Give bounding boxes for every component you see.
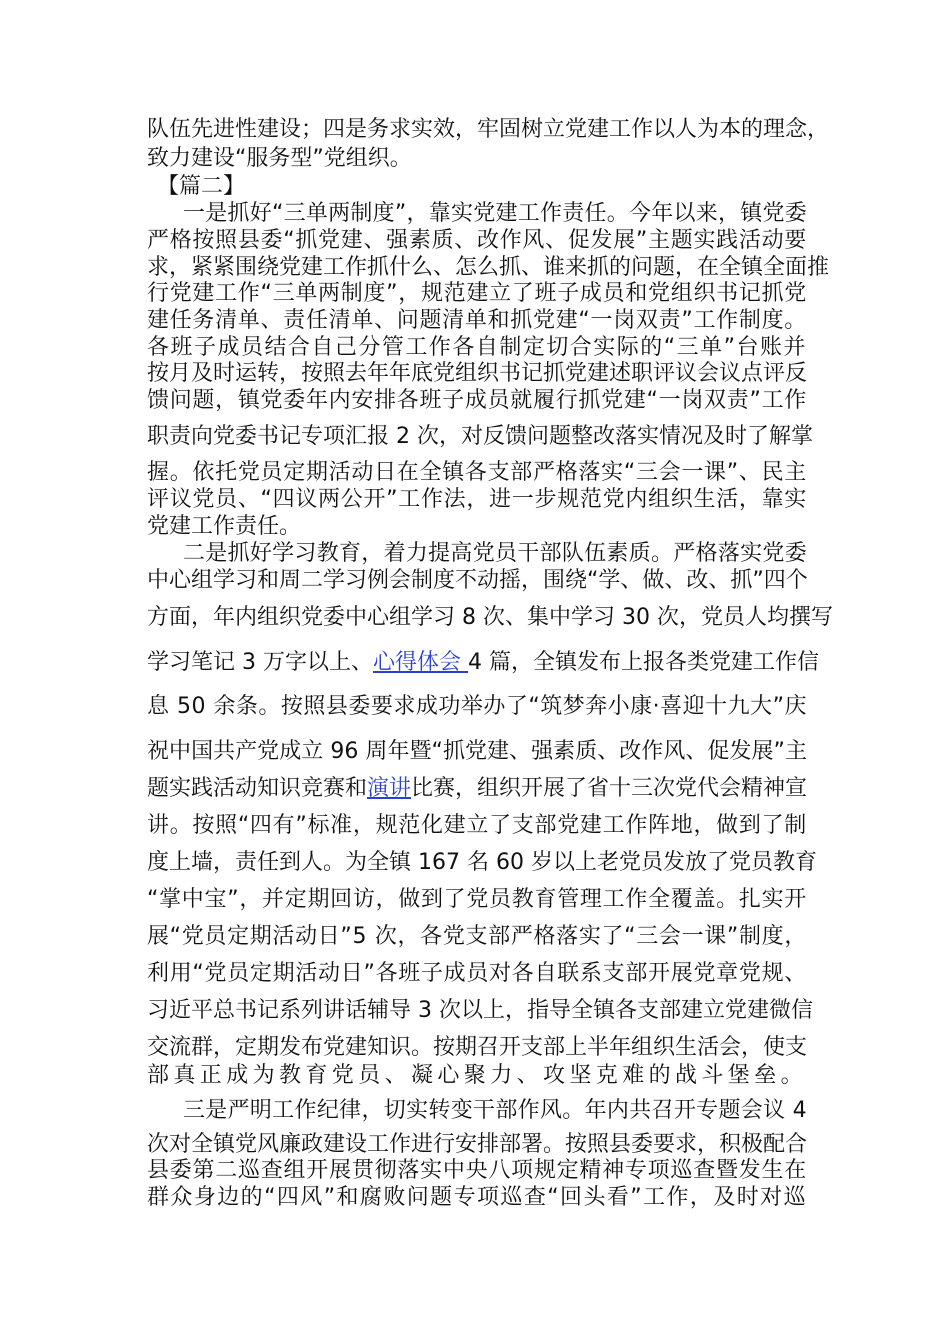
text-line xyxy=(147,337,807,359)
text-segment: 握。依托党员定期活动日在全镇各支部严格落实“三会一课”、民主 xyxy=(147,460,807,485)
text-line xyxy=(147,850,817,875)
text-segment: 严格按照县委“抓党建、强素质、改作风、促发展”主题实践活动要 xyxy=(147,228,807,253)
text-segment: 比赛，组织开展了省十三次党代会精神宣 xyxy=(411,776,808,801)
text-segment: 习近平总书记系列讲话辅导 3 次以上，指导全镇各支部建立党建微信 xyxy=(147,998,813,1023)
section-heading xyxy=(157,176,817,198)
text-line xyxy=(147,255,830,280)
text-segment: 学习笔记 3 万字以上、 xyxy=(147,650,373,675)
text-segment: 行党建工作“三单两制度”，规范建立了班子成员和党组织书记抓党 xyxy=(147,281,807,306)
text-segment: 二是抓好学习教育，着力提高党员干部队伍素质。严格落实党委 xyxy=(183,541,807,566)
text-line xyxy=(183,543,807,565)
text-line xyxy=(147,1037,807,1059)
text-line xyxy=(147,998,813,1023)
text-segment: 交流群，定期发布党建知识。按期召开支部上半年组织生活会，使支 xyxy=(147,1035,808,1060)
text-segment: 展“党员定期活动日”5 次，各党支部严格落实了“三会一课”制度， xyxy=(147,924,807,949)
text-segment: 次对全镇党风廉政建设工作进行安排部署。按照县委要求，积极配合 xyxy=(147,1132,808,1157)
text-segment: 队伍先进性建设；四是务求实效，牢固树立党建工作以人为本的理念， xyxy=(147,117,830,142)
text-segment: 党建工作责任。 xyxy=(147,514,302,539)
text-line xyxy=(147,889,807,911)
text-segment: 息 50 余条。按照县委要求成功举办了“筑梦奔小康·喜迎十九大”庆 xyxy=(147,694,807,719)
text-line xyxy=(147,363,807,385)
text-segment: 求，紧紧围绕党建工作抓什么、怎么抓、谁来抓的问题，在全镇全面推 xyxy=(147,255,830,280)
text-segment: 4 篇，全镇发布上报各类党建工作信 xyxy=(467,650,819,675)
text-segment: 三是严明工作纪律，切实转变干部作风。年内共召开专题会议 4 xyxy=(183,1098,807,1123)
text-line xyxy=(147,390,807,412)
text-segment: 方面，年内组织党委中心组学习 8 次、集中学习 30 次，党员人均撰写 xyxy=(147,605,833,630)
text-line xyxy=(147,310,807,332)
text-segment: “掌中宝”，并定期回访，做到了党员教育管理工作全覆盖。扎实开 xyxy=(147,887,807,912)
text-line xyxy=(147,1187,807,1209)
text-line xyxy=(147,424,813,449)
text-line xyxy=(183,1100,807,1122)
text-line xyxy=(147,605,833,630)
text-segment: 建任务清单、责任清单、问题清单和抓党建“一岗双责”工作制度。 xyxy=(147,308,807,333)
text-segment: 一是抓好“三单两制度”，靠实党建工作责任。今年以来，镇党委 xyxy=(183,201,807,226)
text-segment: 中心组学习和周二学习例会制度不动摇，围绕“学、做、改、抓”四个 xyxy=(147,568,808,593)
text-line xyxy=(147,1065,807,1087)
inline-link[interactable]: 心得体会 xyxy=(372,650,468,675)
text-segment: 致力建设“服务型”党组织。 xyxy=(147,146,412,171)
text-segment: 部真正成为教育党员、凝心聚力、攻坚克难的战斗堡垒。 xyxy=(147,1063,807,1088)
text-line xyxy=(183,203,807,225)
text-line xyxy=(147,696,807,718)
text-segment: 按月及时运转，按照去年年底党组织书记抓党建述职评议会议点评反 xyxy=(147,361,808,386)
text-line xyxy=(147,462,807,484)
text-segment: 馈问题，镇党委年内安排各班子成员就履行抓党建“一岗双责”工作 xyxy=(147,388,807,413)
inline-link[interactable]: 演讲 xyxy=(367,776,412,801)
text-line xyxy=(147,778,807,800)
text-line xyxy=(147,963,807,985)
text-line xyxy=(147,1160,807,1182)
text-segment: 各班子成员结合自己分管工作各自制定切合实际的“三单”台账并 xyxy=(147,335,807,360)
text-segment: 【篇二】 xyxy=(157,174,246,199)
text-line xyxy=(147,815,807,837)
text-line xyxy=(147,516,807,538)
text-segment: 利用“党员定期活动日”各班子成员对各自联系支部开展党章党规、 xyxy=(147,961,807,986)
text-segment: 题实践活动知识竞赛和 xyxy=(147,776,368,801)
text-line xyxy=(147,1134,807,1156)
text-segment: 职责向党委书记专项汇报 2 次，对反馈问题整改落实情况及时了解掌 xyxy=(147,424,813,449)
text-segment: 群众身边的“四风”和腐败问题专项巡查“回头看”工作，及时对巡 xyxy=(147,1185,807,1210)
text-line xyxy=(147,926,807,948)
text-line xyxy=(147,148,807,170)
text-segment: 祝中国共产党成立 96 周年暨“抓党建、强素质、改作风、促发展”主 xyxy=(147,739,807,764)
text-line xyxy=(147,570,807,592)
text-line xyxy=(147,741,807,763)
text-segment: 评议党员、“四议两公开”工作法，进一步规范党内组织生活，靠实 xyxy=(147,487,807,512)
text-line xyxy=(147,117,830,142)
text-segment: 讲。按照“四有”标准，规范化建立了支部党建工作阵地，做到了制 xyxy=(147,813,807,838)
text-line xyxy=(147,650,819,675)
text-line xyxy=(147,283,807,305)
text-segment: 度上墙，责任到人。为全镇 167 名 60 岁以上老党员发放了党员教育 xyxy=(147,850,817,875)
text-line xyxy=(147,230,807,252)
text-segment: 县委第二巡查组开展贯彻落实中央八项规定精神专项巡查暨发生在 xyxy=(147,1158,807,1183)
text-line xyxy=(147,489,807,511)
